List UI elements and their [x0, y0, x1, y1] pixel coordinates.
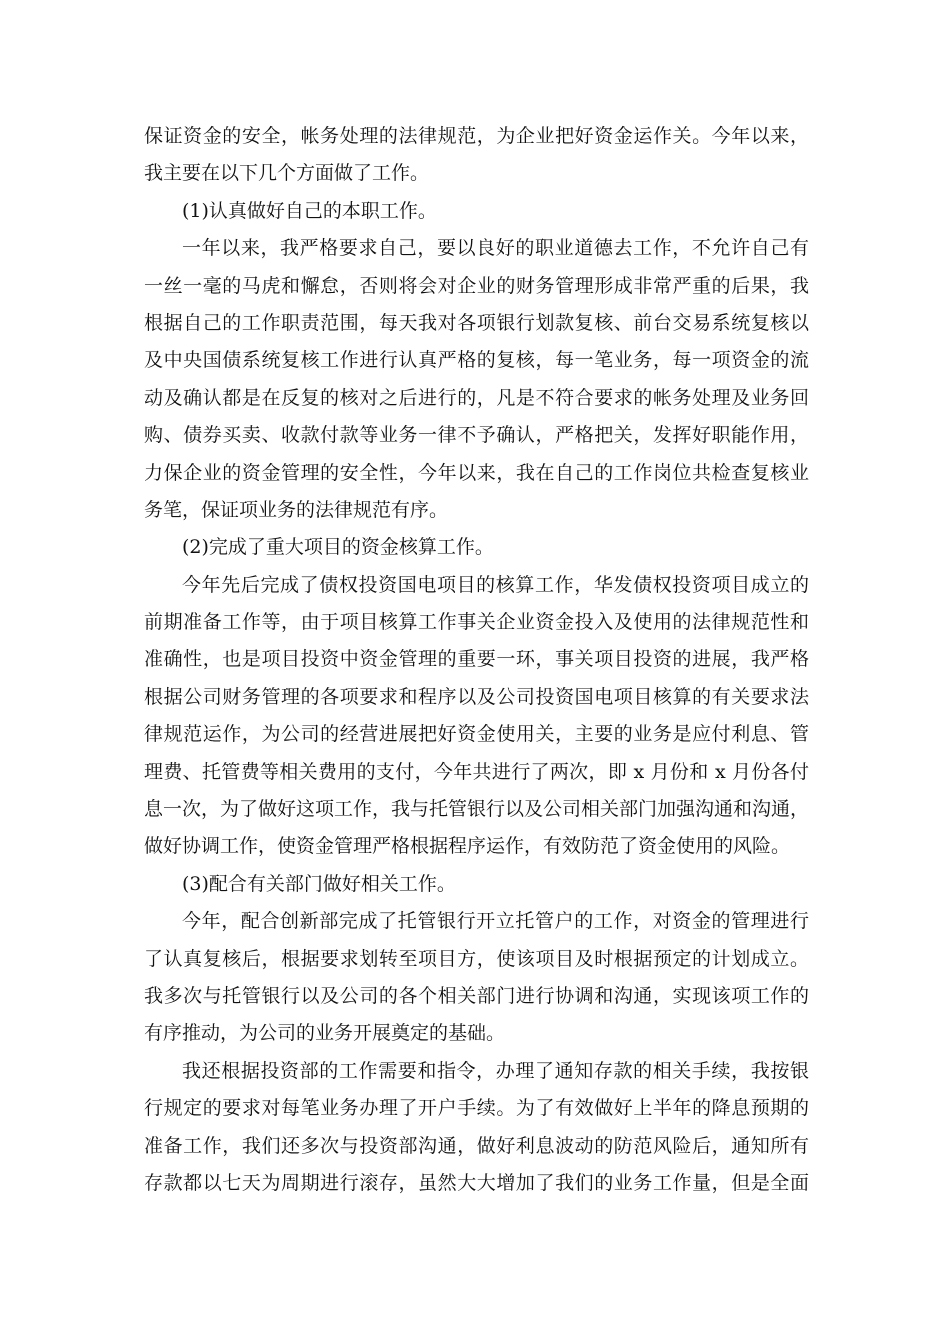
text-line: 根据公司财务管理的各项要求和程序以及公司投资国电项目核算的有关要求法: [144, 685, 809, 708]
paragraph-first-line: 今年先后完成了债权投资国电项目的核算工作，华发债权投资项目成立的: [182, 573, 809, 596]
text-line: 了认真复核后，根据要求划转至项目方，使该项目及时根据预定的计划成立。: [144, 947, 809, 970]
text-line: 息一次，为了做好这项工作，我与托管银行以及公司相关部门加强沟通和沟通，: [144, 798, 809, 821]
text-line: 我多次与托管银行以及公司的各个相关部门进行协调和沟通，实现该项工作的: [144, 984, 809, 1007]
paragraph-first-line: (3)配合有关部门做好相关工作。: [182, 872, 456, 895]
text-line: 购、债券买卖、收款付款等业务一律不予确认，严格把关，发挥好职能作用，: [144, 424, 809, 447]
text-line: 准确性，也是项目投资中资金管理的重要一环，事关项目投资的进展，我严格: [144, 648, 809, 671]
text-line: 有序推动，为公司的业务开展奠定的基础。: [144, 1022, 506, 1045]
text-line: 保证资金的安全，帐务处理的法律规范，为企业把好资金运作关。今年以来，: [144, 125, 809, 147]
text-line: 根据自己的工作职责范围，每天我对各项银行划款复核、前台交易系统复核以: [144, 311, 809, 334]
text-line: 我主要在以下几个方面做了工作。: [144, 162, 430, 185]
paragraph-first-line: 我还根据投资部的工作需要和指令，办理了通知存款的相关手续，我按银: [182, 1059, 809, 1082]
paragraph-first-line: 今年，配合创新部完成了托管银行开立托管户的工作，对资金的管理进行: [182, 910, 809, 933]
text-line: 做好协调工作，使资金管理严格根据程序运作，有效防范了资金使用的风险。: [144, 835, 791, 858]
text-line: 动及确认都是在反复的核对之后进行的，凡是不符合要求的帐务处理及业务回: [144, 386, 809, 409]
paragraph-first-line: 一年以来，我严格要求自己，要以良好的职业道德去工作，不允许自己有: [182, 237, 809, 260]
paragraph-first-line: (1)认真做好自己的本职工作。: [182, 199, 437, 222]
text-line: 力保企业的资金管理的安全性，今年以来，我在自己的工作岗位共检查复核业: [144, 461, 809, 484]
text-line: 存款都以七天为周期进行滚存，虽然大大增加了我们的业务工作量，但是全面: [144, 1171, 809, 1194]
document-page: [144, 118, 809, 1202]
text-line: 前期准备工作等，由于项目核算工作事关企业资金投入及使用的法律规范性和: [144, 611, 809, 634]
text-line: 理费、托管费等相关费用的支付，今年共进行了两次，即 x 月份和 x 月份各付: [144, 760, 809, 783]
text-line: 一丝一毫的马虎和懈怠，否则将会对企业的财务管理形成非常严重的后果，我: [144, 274, 809, 297]
text-line: 律规范运作，为公司的经营进展把好资金使用关，主要的业务是应付利息、管: [144, 723, 809, 746]
text-line: 及中央国债系统复核工作进行认真严格的复核，每一笔业务，每一项资金的流: [144, 349, 809, 372]
text-line: 行规定的要求对每笔业务办理了开户手续。为了有效做好上半年的降息预期的: [144, 1097, 809, 1120]
text-line: 务笔，保证项业务的法律规范有序。: [144, 498, 449, 521]
paragraph-first-line: (2)完成了重大项目的资金核算工作。: [182, 536, 494, 559]
text-line: 准备工作，我们还多次与投资部沟通，做好利息波动的防范风险后，通知所有: [144, 1134, 809, 1157]
